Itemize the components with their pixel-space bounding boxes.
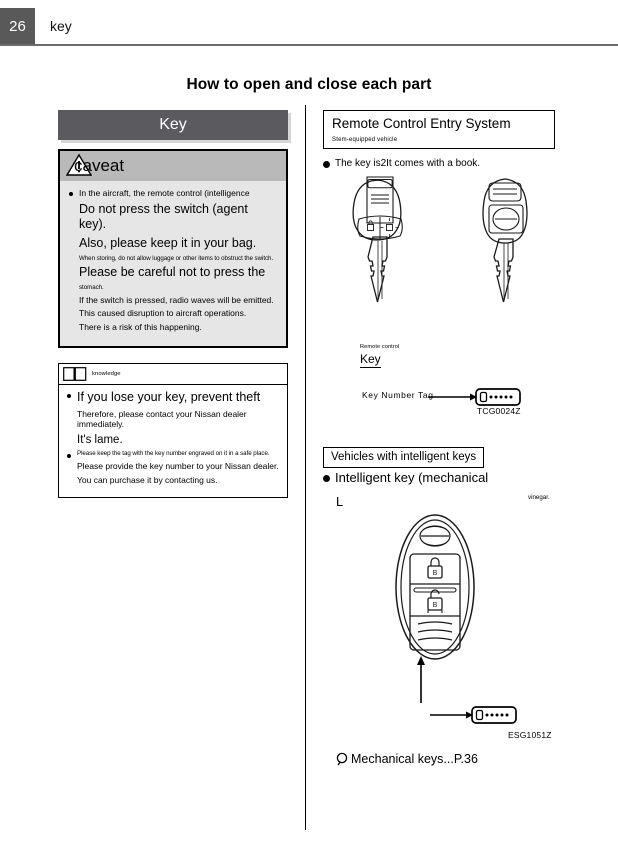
intelligent-keys-label: Vehicles with intelligent keys xyxy=(331,451,477,463)
knowledge-header xyxy=(59,364,287,385)
remote-entry-title: Remote Control Entry System xyxy=(332,116,511,131)
caveat-body xyxy=(60,181,286,346)
mechanical-keys-reference-text: Mechanical keys...P.36 xyxy=(351,752,478,766)
bullet-dot-icon xyxy=(67,454,71,458)
knowledge-line-text: It's lame. xyxy=(77,433,123,446)
column-divider xyxy=(305,105,306,830)
caveat-line xyxy=(68,202,278,233)
magnifier-icon xyxy=(336,752,350,766)
knowledge-line-text: Therefore, please contact your Nissan dealer immediately. xyxy=(77,408,247,430)
caveat-box xyxy=(58,149,288,348)
intelligent-key-bullet-text: Intelligent key (mechanical xyxy=(335,470,489,485)
key-number-tag-icon xyxy=(472,707,516,723)
header-divider-rule xyxy=(0,44,618,46)
mechanical-key-tag-callout xyxy=(430,705,525,725)
open-book-icon xyxy=(63,367,87,381)
caveat-line xyxy=(68,255,278,263)
caveat-line-text: In the aircraft, the remote control (intelligence xyxy=(79,188,250,198)
knowledge-line xyxy=(66,461,280,472)
intelligent-keys-box xyxy=(323,447,484,468)
remote-key-bullet xyxy=(323,158,585,169)
right-column xyxy=(323,110,585,335)
remote-caption-main: Key xyxy=(360,352,381,366)
intelligent-key-fob-illustration xyxy=(380,512,490,662)
remote-caption-small: Remote control xyxy=(360,344,400,350)
caveat-label: caveat xyxy=(74,156,125,175)
callout-arrow-icon xyxy=(428,394,477,401)
page-header xyxy=(0,8,618,44)
caveat-line xyxy=(68,322,278,333)
svg-text:B: B xyxy=(432,570,438,577)
key-number-tag-callout xyxy=(362,388,522,406)
knowledge-line xyxy=(66,409,280,430)
bullet-dot-icon xyxy=(323,161,330,168)
figure-code-top: TCG0024Z xyxy=(477,406,521,416)
knowledge-line-text: You can purchase it by contacting us. xyxy=(77,474,218,485)
caveat-line-text: Please be careful not to press the xyxy=(79,265,266,280)
callout-arrow-icon xyxy=(430,712,473,719)
key-number-tag-icon xyxy=(476,389,520,405)
knowledge-body xyxy=(59,385,287,497)
caveat-line-text: Also, please keep it in your bag. xyxy=(79,235,257,250)
knowledge-line xyxy=(66,390,280,406)
intelligent-key-bullet-line2: L xyxy=(336,494,344,509)
knowledge-line xyxy=(66,475,280,486)
key-number-tag-label: Key Number Tag xyxy=(362,390,434,400)
caveat-line-text: stomach. xyxy=(79,283,104,291)
caveat-header xyxy=(60,151,286,181)
key-section-bar xyxy=(58,110,288,140)
remote-key-bullet-text: The key is2It comes with a book. xyxy=(335,157,481,169)
figure-code-bottom: ESG1051Z xyxy=(508,730,552,740)
caveat-line xyxy=(68,308,278,319)
knowledge-box xyxy=(58,363,288,498)
caveat-line-text: Do not press the switch (agent key). xyxy=(79,201,248,232)
caveat-line-text: If the switch is pressed, radio waves will be emitted. xyxy=(79,294,274,305)
caveat-line xyxy=(68,236,278,252)
knowledge-line-text: Please keep the tag with the key number engraved on it in a safe place. xyxy=(77,450,270,458)
knowledge-line xyxy=(66,450,280,458)
caveat-line xyxy=(68,284,278,292)
knowledge-line-text: Please provide the key number to your Nissan dealer. xyxy=(77,461,279,471)
left-column xyxy=(58,110,288,348)
remote-key-caption xyxy=(360,344,399,368)
page-title: How to open and close each part xyxy=(186,76,432,93)
bullet-dot-icon xyxy=(323,475,330,482)
caveat-line xyxy=(68,295,278,306)
remote-control-entry-system-box xyxy=(323,110,555,149)
svg-text:B: B xyxy=(432,602,438,609)
mechanical-key-illustration xyxy=(483,179,527,302)
caveat-line-text: When storing, do not allow luggage or other items to obstruct the switch. xyxy=(79,254,274,262)
caveat-line xyxy=(68,265,278,281)
vinegar-note: vinegar. xyxy=(528,494,550,501)
caveat-line-text: There is a risk of this happening. xyxy=(79,321,202,332)
bullet-dot-icon xyxy=(69,192,73,196)
fob-callout-arrow xyxy=(414,655,428,703)
page-number: 26 xyxy=(0,8,35,44)
knowledge-label: knowledge xyxy=(92,371,121,377)
key-illustrations-figure xyxy=(323,175,573,335)
knowledge-line xyxy=(66,433,280,447)
intelligent-key-bullet xyxy=(323,470,535,485)
chapter-title: key xyxy=(50,18,72,34)
caveat-line-text: This caused disruption to aircraft operations. xyxy=(79,308,247,319)
key-section-label: Key xyxy=(159,116,187,133)
mechanical-keys-reference[interactable] xyxy=(336,752,478,766)
remote-entry-subtitle: Stem-equipped vehicle xyxy=(332,136,398,143)
knowledge-line-text: If you lose your key, prevent theft xyxy=(77,390,261,404)
bullet-dot-icon xyxy=(67,394,71,398)
remote-control-key-illustration xyxy=(353,177,402,302)
caveat-line xyxy=(68,188,278,199)
